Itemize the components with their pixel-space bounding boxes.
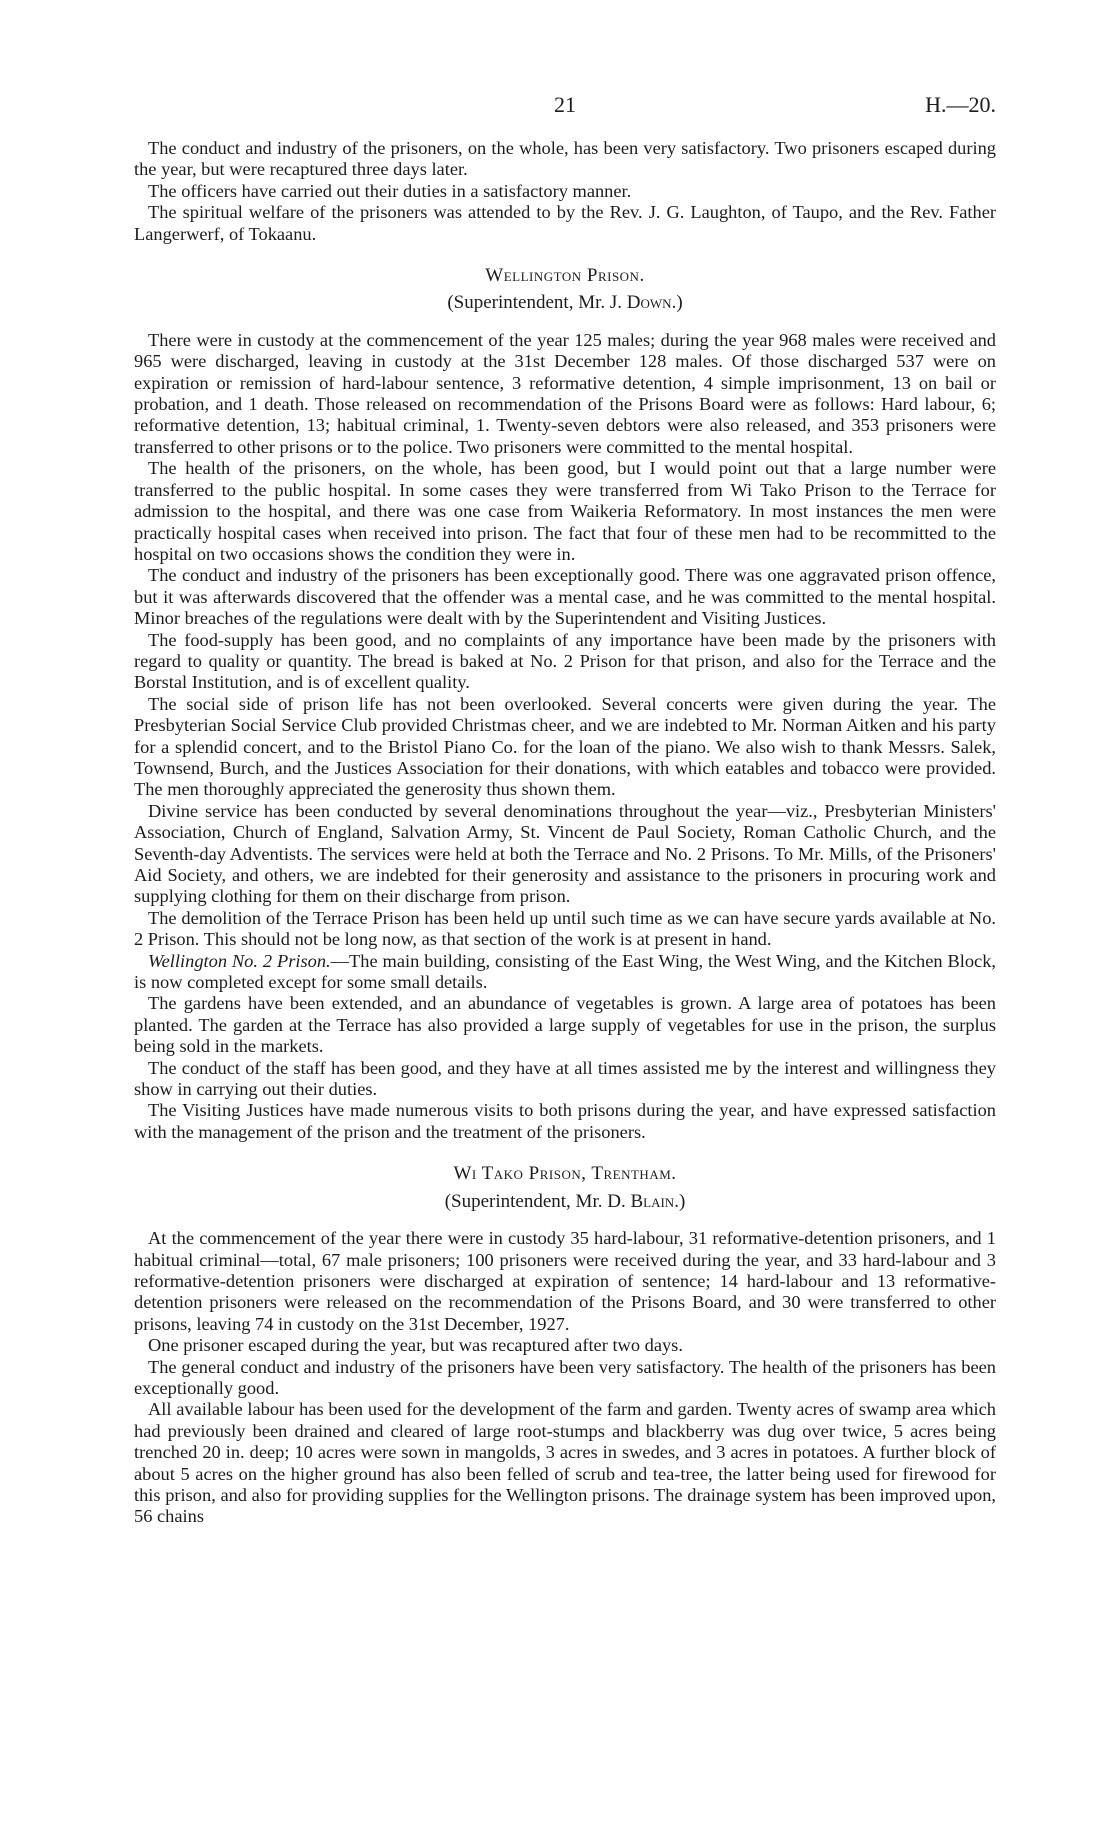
series-reference: H.—20. bbox=[925, 92, 996, 117]
no2-prison-label: Wellington No. 2 Prison. bbox=[148, 950, 331, 971]
no2-prison-text: —The main building, consisting of the East Wing, the West Wing, and the Kitchen Block, is now completed except for some small details. bbox=[134, 950, 996, 993]
paragraph: The conduct and industry of the prisoners, on the whole, has been very satisfactory. Two prisoners escaped during the year, but were recaptured three days later. bbox=[134, 138, 996, 180]
paragraph: The general conduct and industry of the prisoners have been very satisfactory. The health of the prisoners has been exceptionally good. bbox=[134, 1356, 996, 1398]
superintendent-line-witako bbox=[134, 1191, 996, 1212]
paragraph: Divine service has been conducted by several denominations throughout the year—viz., Presbyterian Ministers' Association, Church of England, Salvation Army, St. Vincent de Paul Society, Roman Catholic Church, and the Seventh-day Adventists. The services were held at both the Terrace and No. 2 Prisons. To Mr. Mills, of the Prisoners' Aid Society, and others, we are indebted for their generosity and assistance to the prisoners in procuring work and supplying clothing for them on their discharge from prison. bbox=[134, 800, 996, 907]
paragraph: The conduct of the staff has been good, and they have at all times assisted me by the interest and willingness they show in carrying out their duties. bbox=[134, 1057, 996, 1100]
superintendent-suffix: .) bbox=[671, 292, 683, 314]
superintendent-line-wellington bbox=[134, 292, 996, 313]
paragraph: The conduct and industry of the prisoners has been exceptionally good. There was one aggravated prison offence, but it was afterwards discovered that the offender was a mental case, and he was committed to the mental hospital. Minor breaches of the regulations were dealt with by the Superintendent and Visiting Justices. bbox=[134, 565, 996, 629]
page-header bbox=[134, 84, 996, 124]
paragraph: The gardens have been extended, and an abundance of vegetables is grown. A large area of potatoes has been planted. The garden at the Terrace has also provided a large supply of vegetables for use in the prison, the surplus being sold in the markets. bbox=[134, 993, 996, 1057]
paragraph: There were in custody at the commencement of the year 125 males; during the year 968 males were received and 965 were discharged, leaving in custody at the 31st December 128 males. Of those discharged 537 were on expiration or remission of hard-labour sentence, 3 reformative detention, 4 simple imprisonment, 13 on bail or probation, and 1 death. Those released on recommendation of the Prisons Board were as follows: Hard labour, 6; reformative detention, 13; habitual criminal, 1. Twenty-seven debtors were also released, and 353 prisoners were transferred to other prisons or to the police. Two prisoners were committed to the mental hospital. bbox=[134, 329, 996, 457]
superintendent-name: Down bbox=[626, 292, 672, 314]
paragraph: At the commencement of the year there were in custody 35 hard-labour, 31 reformative-detention prisoners, and 1 habitual criminal—total, 67 male prisoners; 100 prisoners were received during the year, and 33 hard-labour and 3 reformative-detention prisoners were discharged at expiration of sentence; 14 hard-labour and 13 reformative-detention prisoners were released on the recommendation of the Prisons Board, and 30 were transferred to other prisons, leaving 74 in custody on the 31st December, 1927. bbox=[134, 1228, 996, 1334]
paragraph: The health of the prisoners, on the whole, has been good, but I would point out that a large number were transferred to the public hospital. In some cases they were transferred from Wi Tako Prison to the Terrace for admission to the hospital, and there was one case from Waikeria Reformatory. In most instances the men were practically hospital cases when received into prison. The fact that four of these men had to be recommitted to the hospital on two occasions shows the condition they were in. bbox=[134, 458, 996, 564]
paragraph-no2-prison bbox=[134, 951, 996, 994]
paragraph: All available labour has been used for the development of the farm and garden. Twenty acres of swamp area which had previously been drained and cleared of large root-stumps and blackberry was dug over twice, 5 acres being trenched 20 in. deep; 10 acres were sown in mangolds, 3 acres in swedes, and 3 acres in potatoes. A further block of about 5 acres on the higher ground has also been felled of scrub and tea-tree, the latter being used for firewood for this prison, and also for providing supplies for the Wellington prisons. The drainage system has been improved upon, 56 chains bbox=[134, 1399, 996, 1527]
paragraph: The Visiting Justices have made numerous visits to both prisons during the year, and have expressed satisfaction with the management of the prison and the treatment of the prisoners. bbox=[134, 1100, 996, 1142]
section-heading-witako: Wi Tako Prison, Trentham. bbox=[453, 1163, 677, 1185]
paragraph: The food-supply has been good, and no complaints of any importance have been made by the prisoners with regard to quality or quantity. The bread is baked at No. 2 Prison for that prison, and also for the Terrace and the Borstal Institution, and is of excellent quality. bbox=[134, 629, 996, 693]
paragraph: The demolition of the Terrace Prison has been held up until such time as we can have secure yards available at No. 2 Prison. This should not be long now, as that section of the work is at present in hand. bbox=[134, 907, 996, 950]
page-number: 21 bbox=[554, 92, 576, 117]
paragraph: One prisoner escaped during the year, but was recaptured after two days. bbox=[148, 1335, 683, 1356]
paragraph: The officers have carried out their duties in a satisfactory manner. bbox=[148, 180, 632, 201]
paragraph: The spiritual welfare of the prisoners was attended to by the Rev. J. G. Laughton, of Taupo, and the Rev. Father Langerwerf, of Tokaanu. bbox=[134, 202, 996, 244]
section-heading-wellington: Wellington Prison. bbox=[485, 265, 645, 287]
paragraph: The social side of prison life has not been overlooked. Several concerts were given during the year. The Presbyterian Social Service Club provided Christmas cheer, and we are indebted to Mr. Norman Aitken and his party for a splendid concert, and to the Bristol Piano Co. for the loan of the piano. We also wish to thank Messrs. Salek, Townsend, Burch, and the Justices Association for their donations, with which eatables and tobacco were provided. The men thoroughly appreciated the generosity thus shown them. bbox=[134, 693, 996, 800]
superintendent-name: Blain bbox=[630, 1190, 675, 1212]
superintendent-prefix: (Superintendent, Mr. J. bbox=[447, 292, 627, 314]
superintendent-prefix: (Superintendent, Mr. D. bbox=[444, 1190, 631, 1212]
superintendent-suffix: .) bbox=[674, 1190, 686, 1212]
